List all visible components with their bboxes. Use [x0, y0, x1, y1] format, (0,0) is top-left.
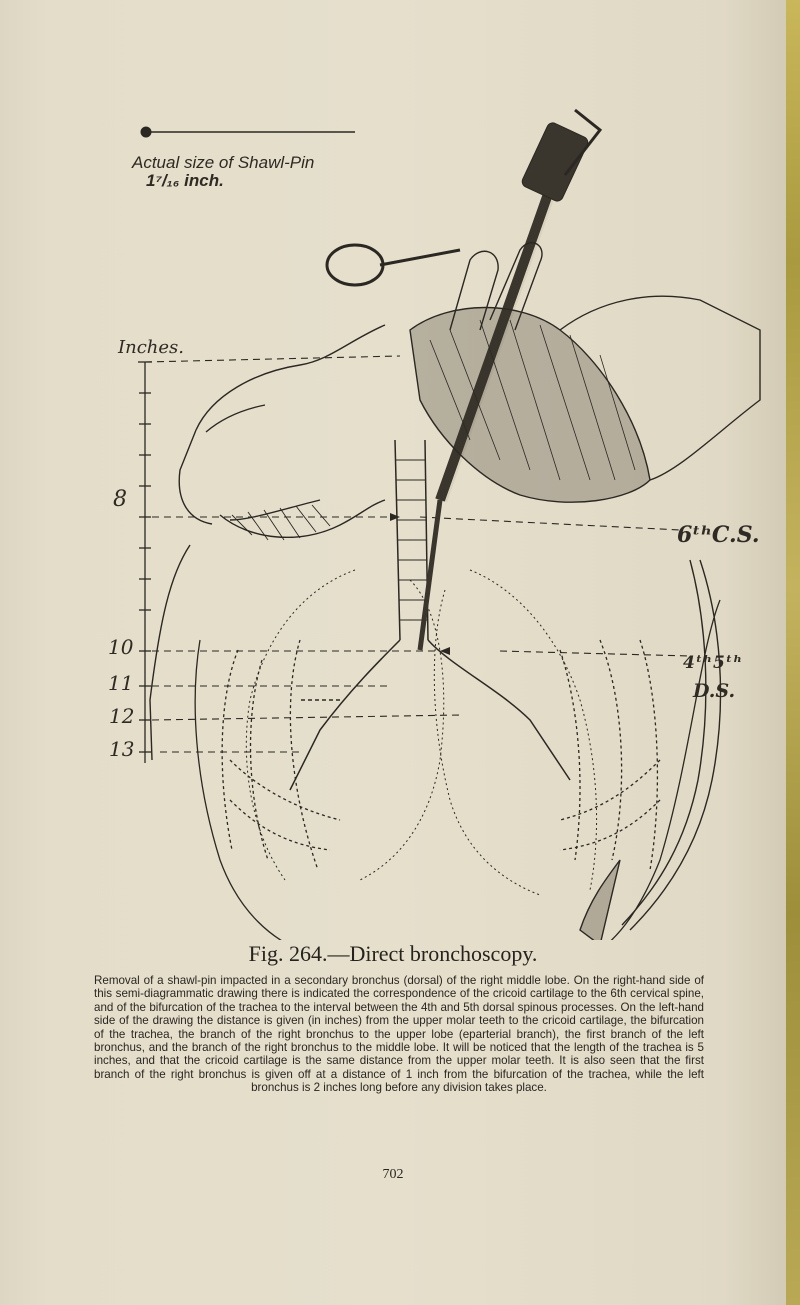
page-edge [786, 0, 800, 1305]
scale-label-12: 12 [109, 704, 135, 728]
scale-label-11: 11 [108, 671, 134, 695]
cervical-spine-label: 6ᵗʰC.S. [677, 522, 760, 548]
page-number: 702 [382, 1167, 404, 1182]
shawl-pin-caption-line2: 1⁷/₁₆ inch. [146, 171, 224, 190]
shawl-pin-caption-line1: Actual size of Shawl-Pin [132, 153, 315, 172]
scale-title: Inches. [118, 337, 184, 358]
scale-label-10: 10 [108, 635, 134, 659]
mouth-region [220, 500, 385, 540]
head-outline [150, 325, 385, 760]
figure-caption-body: Removal of a shawl-pin impacted in a secondary bronchus (dorsal) of the right middle lobe. On the right-hand side of this semi-diagrammatic drawing there is indicated the correspondence of the cricoid cartilage to the 6th cervical spine, and of the bifurcation of the trachea to the interval between the 4th and 5th dorsal spinous processes. On the left-hand side of the drawing the distance is given (in inches) from the upper molar teeth to the cricoid cartilage, the bifurcation of the trachea, the branch of the right bronchus to the upper lobe (eparterial branch), the first branch of the left bronchus, and the branch of the right bronchus to the middle lobe. It will be noticed that the length of the trachea is 5 inches, and that the cricoid cartilage is the same distance from the upper molar teeth. It is also seen that the first branch of the right bronchus is given off at a distance of 1 inch from the bifurcation of the trachea, while the left bronchus is 2 inches long before any division takes place. [94, 974, 704, 1095]
figure-title: Fig. 264.—Direct bronchoscopy. [248, 941, 538, 966]
scale-label-13: 13 [109, 737, 135, 761]
shawl-pin-caption [132, 154, 362, 190]
shawl-pin-drawing [141, 127, 355, 137]
lung-outlines [246, 570, 596, 895]
scale-label-8: 8 [113, 487, 127, 512]
operator-hand [410, 243, 760, 503]
dorsal-spine-numbers-label: 4ᵗʰ5ᵗʰ [683, 653, 743, 673]
dorsal-spine-label: D.S. [693, 680, 736, 702]
